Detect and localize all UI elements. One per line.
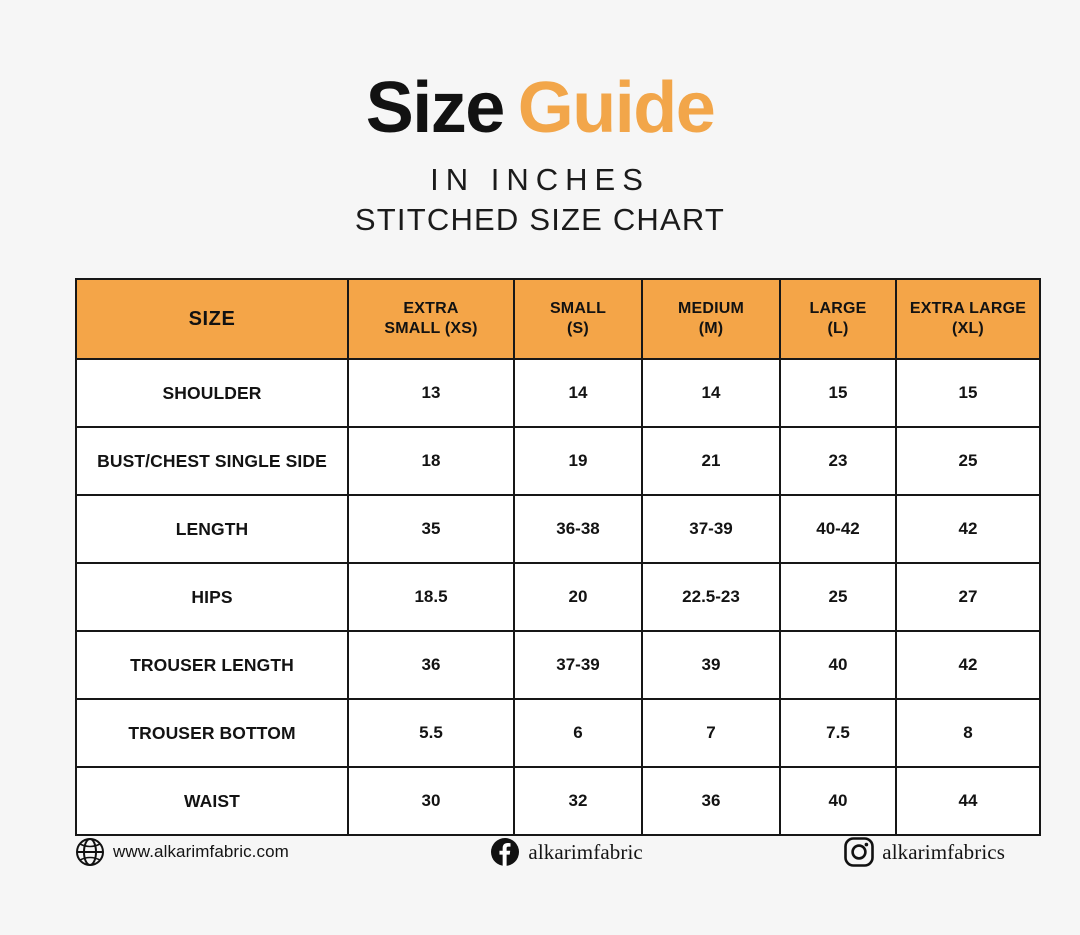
table-row — [76, 359, 1040, 427]
cell-value: 36-38 — [514, 495, 642, 563]
row-label: LENGTH — [76, 495, 348, 563]
column-header-xl-line2: (XL) — [952, 320, 984, 337]
row-label: WAIST — [76, 767, 348, 835]
cell-value: 5.5 — [348, 699, 514, 767]
cell-value: 18.5 — [348, 563, 514, 631]
table-row — [76, 631, 1040, 699]
column-header-m — [642, 279, 780, 359]
cell-value: 23 — [780, 427, 896, 495]
column-header-size-line1: SIZE — [188, 307, 236, 330]
cell-value: 42 — [896, 495, 1040, 563]
footer — [75, 837, 1005, 867]
cell-value: 27 — [896, 563, 1040, 631]
table-header — [76, 279, 1040, 359]
cell-value: 36 — [348, 631, 514, 699]
cell-value: 25 — [780, 563, 896, 631]
table-body — [76, 359, 1040, 835]
subtitle-chart-type: STITCHED SIZE CHART — [354, 202, 726, 237]
size-chart-container — [75, 278, 1027, 836]
title-part-size: Size — [365, 68, 504, 148]
column-header-xl-line1: EXTRA LARGE — [909, 300, 1027, 317]
cell-value: 42 — [896, 631, 1040, 699]
cell-value: 15 — [896, 359, 1040, 427]
cell-value: 6 — [514, 699, 642, 767]
column-header-l-line1: LARGE — [809, 300, 867, 317]
row-label: BUST/CHEST SINGLE SIDE — [76, 427, 348, 495]
facebook-label: alkarimfabric — [528, 839, 643, 864]
row-label: TROUSER LENGTH — [76, 631, 348, 699]
column-header-xl — [896, 279, 1040, 359]
column-header-xs-line2: SMALL (XS) — [384, 320, 478, 337]
cell-value: 8 — [896, 699, 1040, 767]
footer-instagram[interactable] — [844, 837, 1005, 867]
subtitle-units: IN INCHES — [430, 162, 650, 197]
column-header-s-line2: (S) — [567, 320, 589, 337]
column-header-m-line2: (M) — [698, 320, 724, 337]
cell-value: 25 — [896, 427, 1040, 495]
page-title — [0, 68, 1080, 148]
facebook-icon — [490, 837, 520, 867]
cell-value: 14 — [514, 359, 642, 427]
table-row — [76, 699, 1040, 767]
footer-website[interactable] — [75, 837, 289, 867]
instagram-icon — [844, 837, 874, 867]
footer-facebook[interactable] — [490, 837, 642, 867]
cell-value: 22.5-23 — [642, 563, 780, 631]
title-part-guide: Guide — [517, 68, 715, 148]
cell-value: 15 — [780, 359, 896, 427]
cell-value: 37-39 — [514, 631, 642, 699]
cell-value: 18 — [348, 427, 514, 495]
cell-value: 13 — [348, 359, 514, 427]
row-label: SHOULDER — [76, 359, 348, 427]
table-header-row — [76, 279, 1040, 359]
cell-value: 19 — [514, 427, 642, 495]
table-row — [76, 767, 1040, 835]
row-label: HIPS — [76, 563, 348, 631]
cell-value: 7.5 — [780, 699, 896, 767]
table-row — [76, 427, 1040, 495]
cell-value: 44 — [896, 767, 1040, 835]
cell-value: 40 — [780, 631, 896, 699]
cell-value: 37-39 — [642, 495, 780, 563]
cell-value: 35 — [348, 495, 514, 563]
column-header-size — [76, 279, 348, 359]
cell-value: 14 — [642, 359, 780, 427]
cell-value: 36 — [642, 767, 780, 835]
cell-value: 40-42 — [780, 495, 896, 563]
column-header-xs-line1: EXTRA — [403, 300, 459, 317]
globe-icon — [75, 837, 105, 867]
cell-value: 7 — [642, 699, 780, 767]
column-header-xs — [348, 279, 514, 359]
size-chart-table — [75, 278, 1041, 836]
table-row — [76, 495, 1040, 563]
row-label: TROUSER BOTTOM — [76, 699, 348, 767]
cell-value: 32 — [514, 767, 642, 835]
cell-value: 40 — [780, 767, 896, 835]
website-label: www.alkarimfabric.com — [113, 842, 289, 861]
cell-value: 20 — [514, 563, 642, 631]
header — [0, 0, 1080, 238]
table-row — [76, 563, 1040, 631]
column-header-m-line1: MEDIUM — [677, 300, 745, 317]
cell-value: 21 — [642, 427, 780, 495]
cell-value: 30 — [348, 767, 514, 835]
column-header-s-line1: SMALL — [549, 300, 607, 317]
cell-value: 39 — [642, 631, 780, 699]
column-header-s — [514, 279, 642, 359]
column-header-l — [780, 279, 896, 359]
column-header-l-line2: (L) — [827, 320, 849, 337]
instagram-label: alkarimfabrics — [882, 839, 1005, 864]
